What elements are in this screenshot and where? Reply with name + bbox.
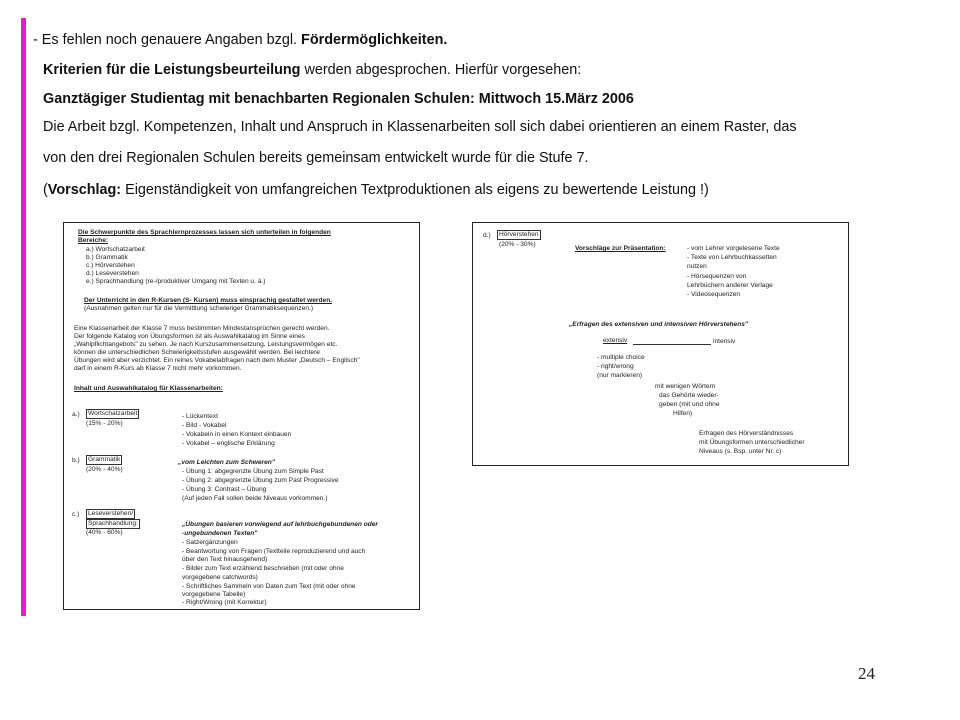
scan-left-c-item-6: - Schriftliches Sammeln von Daten zum Text (mit oder ohne — [182, 583, 356, 590]
scan-right-vorschlaege: Vorschläge zur Präsentation: — [575, 245, 666, 252]
scan-left-para-3: „Wahlpflichtangebots" zu sehen. Je nach Kurszusammensetzung, Leistungsvermögen etc. — [74, 341, 338, 348]
scan-left-b-item-2: - Übung 2: abgegrenzte Übung zum Past Progressive — [182, 477, 339, 484]
scan-left-b-box: Grammatik — [88, 456, 121, 463]
scan-left-c-item-3: über den Text hinausgehend) — [182, 556, 268, 563]
accent-bar — [21, 18, 26, 616]
scan-left-area-e: e.) Sprachhandlung (re-/produktiver Umgang mit Texten u. ä.) — [86, 278, 266, 285]
slide-text — [33, 29, 933, 201]
scan-right-erfragen-head: „Erfragen des extensiven und intensiven Hörverstehens" — [569, 321, 749, 328]
scan-left-b-pct: (20% - 40%) — [86, 466, 123, 473]
scan-left-para-5: Übungen wird aber verzichtet. Ein reines Vokabelabfragen nach dem Muster „Deutsch – Englisch" — [74, 357, 360, 364]
line-kriterien-bold: Kriterien für die Leistungsbeurteilung — [43, 62, 301, 78]
scan-right-int-1: mit wenigen Wörtern — [655, 383, 716, 390]
scan-left-b-head: „vom Leichten zum Schweren" — [178, 459, 275, 466]
line-foerder — [33, 29, 933, 51]
scan-right-praes-2: - Texte von Lehrbuchkassetten — [687, 254, 777, 261]
scan-left-c-pct: (40% - 60%) — [86, 529, 123, 536]
scan-left-a-box: Wortschatzarbeit — [88, 410, 138, 417]
scan-left-area-a: a.) Wortschatzarbeit — [86, 246, 145, 253]
scan-left-area-c: c.) Hörverstehen — [86, 262, 135, 269]
scan-right-praes-1: - vom Lehrer vorgelesene Texte — [687, 245, 780, 252]
scan-right-d-box: Hörverstehen — [499, 231, 539, 238]
scan-right-bottom-1: Erfragen des Hörverständnisses — [699, 430, 794, 437]
line-foerder-bold: Fördermöglichkeiten. — [301, 32, 448, 48]
line-studientag: Ganztägiger Studientag mit benachbarten Regionalen Schulen: Mittwoch 15.März 2006 — [43, 91, 634, 107]
page-number: 24 — [858, 664, 875, 683]
scan-left-c-label: c.) — [72, 511, 80, 518]
line-arbeit: Die Arbeit bzgl. Kompetenzen, Inhalt und Anspruch in Klassenarbeiten soll sich dabei orientieren an einem Raster, das — [43, 119, 797, 135]
scan-left-para-1: Eine Klassenarbeit der Klasse 7 muss bestimmten Mindestansprüchen gerecht werden. — [74, 325, 330, 332]
scan-left-c-item-8: - Right/Wrong (mit Korrektur) — [182, 599, 267, 606]
line-foerder-prefix: - Es fehlen noch genauere Angaben bzgl. — [33, 32, 302, 48]
scan-left-c-item-4: - Bilder zum Text erzählend beschreiben (mit oder ohne — [182, 565, 344, 572]
scan-right-int-2: das Gehörte wieder- — [659, 392, 719, 399]
scan-left-c-item-2: - Beantwortung von Fragen (Textteile reproduzierend und auch — [182, 548, 366, 555]
scan-right-intensiv: intensiv — [713, 338, 736, 345]
scan-right-divider-line — [633, 344, 711, 345]
scan-left-heading1: Die Schwerpunkte des Sprachlernprozesses lassen sich unterteilen in folgenden — [78, 229, 331, 236]
line-kriterien — [33, 59, 933, 81]
scan-left-b-label: b.) — [72, 457, 80, 464]
scan-left-c-item-7: vorgegebene Tabelle) — [182, 591, 246, 598]
scan-right-int-3: geben (mit und ohne — [659, 401, 720, 408]
scan-left-para-6: darf in einem R-Kurs ab Klasse 7 nicht mehr vorkommen. — [74, 365, 242, 372]
scan-left-heading2b: (Ausnahmen gelten nur für die Vermittlung schwieriger Grammatiksequenzen.) — [84, 305, 314, 312]
scan-left-para-4: können die unterschiedlichen Schwierigkeitsstufen ausgewählt werden. Bei leichtere — [74, 349, 320, 356]
scan-right-praes-3: nutzen — [687, 263, 707, 270]
line-vorschlag-open: ( — [43, 182, 48, 198]
scan-right-d-label: d.) — [483, 232, 491, 239]
line-kriterien-rest: werden abgesprochen. Hierfür vorgesehen: — [300, 62, 582, 78]
scan-right-praes-5: Lehrbüchern anderer Verlage — [687, 282, 773, 289]
scan-left-a-item-3: - Vokabeln in einen Kontext einbauen — [182, 431, 292, 438]
scan-left-a-label: a.) — [72, 411, 80, 418]
scan-right-extensiv: extensiv — [603, 337, 628, 344]
scan-left-c-box1: Leseverstehen/ — [88, 510, 134, 517]
scan-right-int-4: Hilfen) — [673, 410, 693, 417]
scan-left-heading1b: Bereiche: — [78, 237, 109, 244]
scan-left-b-item-4: (Auf jeden Fall sollen beide Niveaus vorkommen.) — [182, 495, 328, 502]
line-stufe: von den drei Regionalen Schulen bereits gemeinsam entwickelt wurde für die Stufe 7. — [43, 150, 589, 166]
scan-left-c-head2: -ungebundenen Texten" — [182, 530, 258, 537]
scan-left-a-item-2: - Bild - Vokabel — [182, 422, 227, 429]
scan-left-a-pct: (15% - 20%) — [86, 420, 123, 427]
scan-right-bottom-2: mit Übungsformen unterschiedlicher — [699, 439, 805, 446]
scan-right-document — [472, 222, 849, 466]
scan-right-bottom-3: Niveaus (s. Bsp. unter Nr. c) — [699, 448, 782, 455]
scan-left-heading3: Inhalt und Auswahlkatalog für Klassenarbeiten: — [74, 385, 223, 392]
scan-left-a-item-1: - Lückentext — [182, 413, 218, 420]
scan-left-area-b: b.) Grammatik — [86, 254, 128, 261]
scan-right-praes-4: - Hörsequenzen von — [687, 273, 747, 280]
scan-right-ext-1: - multiple choice — [597, 354, 645, 361]
scan-left-para-2: Der folgende Katalog von Übungsformen ist als Auswahlkatalog im Sinne eines — [74, 333, 305, 340]
scan-right-ext-2: - right/wrong — [597, 363, 634, 370]
scan-left-heading2: Der Unterricht in den R-Kursen (S- Kursen) muss einsprachig gestaltet werden. — [84, 297, 333, 304]
scan-left-area-d: d.) Leseverstehen — [86, 270, 139, 277]
scan-right-praes-6: - Videosequenzen — [687, 291, 741, 298]
line-vorschlag-bold: Vorschlag: — [47, 182, 122, 198]
scan-left-c-item-1: - Satzergänzungen — [182, 539, 238, 546]
scan-left-a-item-4: - Vokabel – englische Erklärung — [182, 440, 275, 447]
scan-right-d-pct: (20% - 30%) — [499, 241, 536, 248]
scan-left-c-box2: Sprachhandlung: — [88, 520, 138, 527]
scan-left-document — [63, 222, 420, 610]
scan-left-c-head1: „Übungen basieren vorwiegend auf lehrbuchgebundenen oder — [182, 521, 379, 528]
scan-left-b-item-1: - Übung 1: abgegrenzte Übung zum Simple Past — [182, 468, 324, 475]
line-vorschlag — [33, 179, 933, 201]
scan-left-b-item-3: - Übung 3: Contrast – Übung — [182, 486, 267, 493]
scan-right-ext-3: (nur markieren) — [597, 372, 643, 379]
scan-left-c-item-5: vorgegebene catchwords) — [182, 574, 258, 581]
line-vorschlag-rest: Eigenständigkeit von umfangreichen Textproduktionen als eigens zu bewertende Leistung !) — [121, 182, 709, 198]
